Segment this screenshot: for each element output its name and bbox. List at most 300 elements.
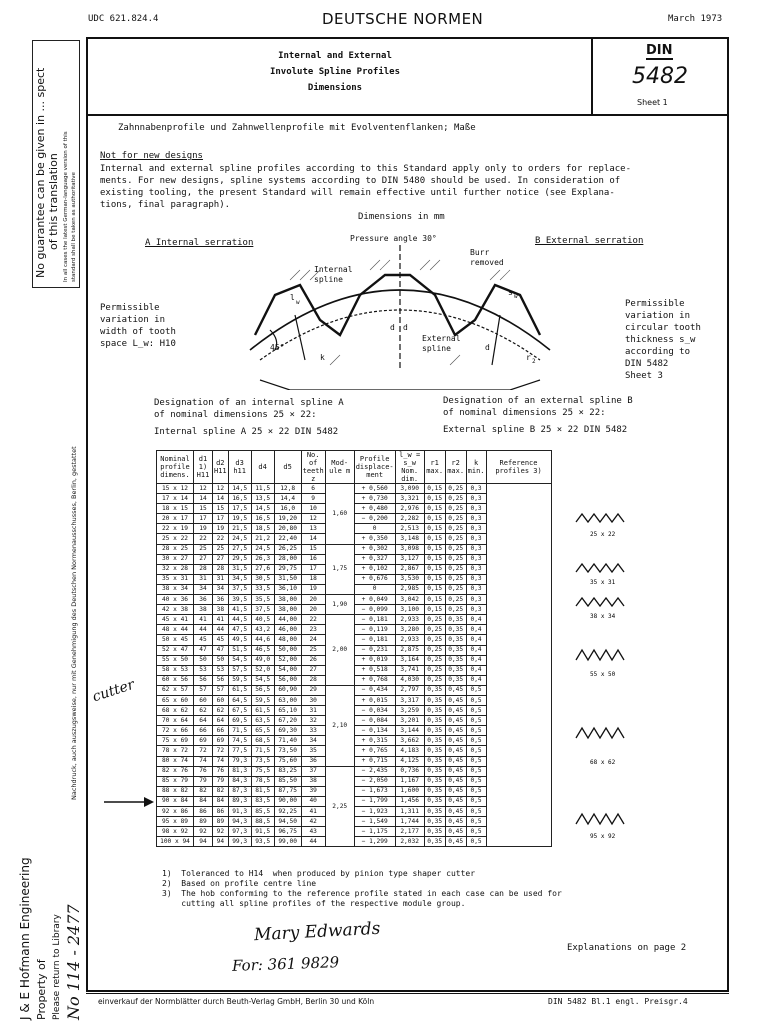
title-line-1: Internal and External — [278, 51, 392, 61]
table-cell: 0,25 — [424, 635, 445, 645]
table-cell: − 0,099 — [354, 605, 395, 615]
table-cell: 0,35 — [424, 685, 445, 695]
table-cell: 0,35 — [424, 695, 445, 705]
table-cell: 65 x 60 — [157, 695, 194, 705]
pressure-angle-label: Pressure angle 30° — [350, 234, 437, 243]
table-cell: 25 — [194, 544, 213, 554]
table-cell: 44,00 — [274, 615, 301, 625]
table-cell: 64,5 — [228, 695, 251, 705]
table-cell: 4,125 — [395, 756, 424, 766]
table-cell: 0,35 — [424, 807, 445, 817]
table-cell: 44 — [301, 837, 325, 847]
table-cell: 0,5 — [466, 756, 486, 766]
table-cell: 22 — [213, 534, 229, 544]
din-number: 5482 — [632, 64, 688, 89]
table-cell: 65,10 — [274, 706, 301, 716]
table-cell: 12 — [213, 484, 229, 494]
designation-a: Designation of an internal spline A of nominal dimensions 25 × 22: — [154, 398, 344, 420]
table-cell: 0,5 — [466, 827, 486, 837]
table-cell: 15 x 12 — [157, 484, 194, 494]
table-cell: 24,5 — [228, 534, 251, 544]
table-cell: 91,3 — [228, 807, 251, 817]
table-cell: − 2,435 — [354, 766, 395, 776]
table-cell: + 0,560 — [354, 484, 395, 494]
table-cell: 0,45 — [445, 695, 466, 705]
table-cell: 39 — [301, 786, 325, 796]
svg-text:w: w — [296, 299, 300, 306]
table-cell: 29,5 — [228, 554, 251, 564]
table-cell: 45 x 41 — [157, 615, 194, 625]
svg-text:r: r — [526, 353, 531, 362]
table-cell: 30 — [301, 695, 325, 705]
table-cell: 63,00 — [274, 695, 301, 705]
table-cell: 56 — [213, 675, 229, 685]
table-cell: 28 — [301, 675, 325, 685]
table-cell: 17,5 — [228, 504, 251, 514]
table-cell: 0,5 — [466, 796, 486, 806]
table-cell: 81,3 — [228, 766, 251, 776]
spline-dimensions-table — [156, 450, 552, 847]
table-cell: 0,25 — [424, 645, 445, 655]
footer-reference: DIN 5482 Bl.1 engl. Preisgr.4 — [548, 997, 688, 1006]
table-cell: + 0,302 — [354, 544, 395, 554]
profile-label: 38 x 34 — [590, 613, 616, 620]
table-cell: 41 — [301, 807, 325, 817]
table-cell: 0 — [354, 524, 395, 534]
table-cell: 86 — [213, 807, 229, 817]
table-cell: − 0,134 — [354, 726, 395, 736]
table-cell: 0,25 — [445, 544, 466, 554]
table-cell: 62 x 57 — [157, 685, 194, 695]
table-cell: 18 — [301, 574, 325, 584]
table-cell: 46,00 — [274, 625, 301, 635]
table-cell: 3,148 — [395, 534, 424, 544]
table-cell: 0,3 — [466, 494, 486, 504]
profiles-cell — [486, 484, 551, 847]
table-cell: 0,45 — [445, 786, 466, 796]
table-cell: 36 — [213, 595, 229, 605]
table-cell: 15 — [301, 544, 325, 554]
table-cell: 10 — [301, 504, 325, 514]
table-cell: 27 — [301, 665, 325, 675]
table-cell: 0,45 — [445, 716, 466, 726]
table-cell: 0,3 — [466, 524, 486, 534]
table-cell: 0,25 — [445, 574, 466, 584]
reference-profile-2 — [576, 564, 624, 572]
table-cell: 16,5 — [228, 494, 251, 504]
table-cell: 22,40 — [274, 534, 301, 544]
table-cell: 14 — [213, 494, 229, 504]
table-cell: 0,25 — [445, 605, 466, 615]
table-cell: 27 — [213, 554, 229, 564]
library-number: No 114 - 2477 — [64, 904, 83, 1020]
handwritten-name: Mary Edwards — [253, 918, 381, 946]
table-cell: 40 — [301, 796, 325, 806]
table-cell: 79 — [213, 776, 229, 786]
profile-label: 68 x 62 — [590, 759, 616, 766]
table-cell: 56 — [194, 675, 213, 685]
dimension-line-r — [492, 315, 500, 365]
table-cell: 52,00 — [274, 655, 301, 665]
col-nominal: Nominal profile dimens. — [157, 451, 194, 484]
table-cell: 0,35 — [424, 837, 445, 847]
table-cell: − 0,434 — [354, 685, 395, 695]
table-cell: 12,8 — [274, 484, 301, 494]
svg-text:d: d — [403, 323, 408, 332]
table-cell: 0,736 — [395, 766, 424, 776]
table-cell: 3,280 — [395, 625, 424, 635]
table-cell: 57 — [194, 685, 213, 695]
table-cell: 18 x 15 — [157, 504, 194, 514]
table-cell: 0,5 — [466, 716, 486, 726]
table-cell: 37,5 — [251, 605, 274, 615]
table-cell: 0,3 — [466, 605, 486, 615]
table-cell: 20 — [301, 605, 325, 615]
table-cell: 33 — [301, 726, 325, 736]
table-cell: 0,25 — [424, 655, 445, 665]
title-line-3: Dimensions — [307, 83, 363, 93]
reference-profile-1 — [576, 514, 624, 522]
table-cell: 26 — [301, 655, 325, 665]
table-cell: 60 — [213, 695, 229, 705]
table-cell: 14,4 — [274, 494, 301, 504]
table-cell: 23 — [301, 625, 325, 635]
table-cell: 25 — [213, 544, 229, 554]
table-cell: 88,5 — [251, 817, 274, 827]
table-cell: 31,5 — [228, 564, 251, 574]
table-cell: 35,5 — [251, 595, 274, 605]
col-teeth: No. of teeth z — [302, 451, 324, 483]
reference-profile-5 — [576, 728, 624, 738]
table-cell: 3,321 — [395, 494, 424, 504]
table-cell: 78,5 — [251, 776, 274, 786]
svg-text:2: 2 — [532, 358, 536, 365]
table-cell: 85 x 79 — [157, 776, 194, 786]
table-cell: 38 — [213, 605, 229, 615]
table-cell: 66 — [194, 726, 213, 736]
table-cell: 0,35 — [424, 817, 445, 827]
table-cell: 17 — [194, 514, 213, 524]
svg-text:45°: 45° — [270, 343, 285, 352]
table-cell: 14 — [194, 494, 213, 504]
table-cell: 75,60 — [274, 756, 301, 766]
table-cell: 0,4 — [466, 675, 486, 685]
table-cell: 3,530 — [395, 574, 424, 584]
table-cell: 0,35 — [445, 635, 466, 645]
permissible-variation-right: Permissible variation in circular tooth thickness s_w according to DIN 5482 Sheet 3 — [625, 299, 701, 381]
table-cell: 0,45 — [445, 827, 466, 837]
explanations-note: Explanations on page 2 — [567, 943, 687, 953]
table-cell: 0,15 — [424, 494, 445, 504]
table-cell: 55 x 50 — [157, 655, 194, 665]
german-title: Zahnnabenprofile und Zahnwellenprofile mit Evolventenflanken; Maße — [118, 123, 476, 133]
disclaimer-small-2: standard shall be taken as authoritative — [71, 172, 77, 282]
table-cell: 90 x 84 — [157, 796, 194, 806]
table-cell: 41 — [213, 615, 229, 625]
reference-profile-3 — [576, 598, 624, 606]
table-cell: 22 — [194, 534, 213, 544]
table-cell: 72 — [213, 746, 229, 756]
table-cell: 0,45 — [445, 726, 466, 736]
reference-profile-6 — [576, 814, 624, 824]
table-cell: 86 — [194, 807, 213, 817]
table-cell: + 0,765 — [354, 746, 395, 756]
col-d2: d2 H11 — [213, 451, 229, 484]
table-cell: 71,5 — [251, 746, 274, 756]
table-cell: 94 — [213, 837, 229, 847]
table-cell: 94 — [194, 837, 213, 847]
table-cell: 0,15 — [424, 524, 445, 534]
table-cell: 2,933 — [395, 635, 424, 645]
table-cell: 90,00 — [274, 796, 301, 806]
table-cell: 26,3 — [251, 554, 274, 564]
table-cell: 12 — [301, 514, 325, 524]
table-cell: 0,25 — [445, 514, 466, 524]
table-cell: 3,090 — [395, 484, 424, 494]
table-cell: 0,45 — [445, 766, 466, 776]
table-cell: 0,25 — [445, 524, 466, 534]
table-cell: 26,25 — [274, 544, 301, 554]
table-cell: 42 — [301, 817, 325, 827]
svg-text:w: w — [514, 293, 518, 300]
permissible-variation-left: Permissible variation in width of tooth space L_w: H10 — [100, 303, 176, 349]
table-cell: 28 — [194, 564, 213, 574]
table-cell: 54,5 — [251, 675, 274, 685]
table-cell: 0,3 — [466, 595, 486, 605]
table-cell: 61,5 — [228, 685, 251, 695]
table-cell: 95 x 89 — [157, 817, 194, 827]
table-body — [157, 484, 552, 847]
table-cell: 39,5 — [228, 595, 251, 605]
table-cell: − 1,549 — [354, 817, 395, 827]
profile-label: 55 x 50 — [590, 671, 616, 678]
table-cell: 2,797 — [395, 685, 424, 695]
table-cell: 40,5 — [251, 615, 274, 625]
table-cell: 0,35 — [445, 645, 466, 655]
table-cell: 35 x 31 — [157, 574, 194, 584]
col-r1: r1 max. — [424, 451, 445, 484]
table-cell: 3,127 — [395, 554, 424, 564]
property-owner: J & E Hofmann Engineering — [18, 857, 32, 1020]
table-cell: 49,0 — [251, 655, 274, 665]
table-cell: 69 — [213, 736, 229, 746]
col-k: k min. — [466, 451, 486, 484]
table-cell: 62 — [213, 706, 229, 716]
col-d5: d5 — [274, 451, 301, 484]
table-cell: 69 — [194, 736, 213, 746]
table-cell: 20 — [301, 595, 325, 605]
table-cell: 0,5 — [466, 817, 486, 827]
table-cell: 44 — [194, 625, 213, 635]
table-cell: 87,3 — [228, 786, 251, 796]
module-cell: 1,75 — [325, 544, 354, 594]
table-cell: 0,5 — [466, 706, 486, 716]
table-cell: 82 — [213, 786, 229, 796]
table-cell: 3,098 — [395, 544, 424, 554]
table-cell: + 0,480 — [354, 504, 395, 514]
table-cell: 0,3 — [466, 514, 486, 524]
table-cell: 34 — [301, 736, 325, 746]
table-cell: 1,600 — [395, 786, 424, 796]
table-cell: 0,5 — [466, 807, 486, 817]
internal-spline-label: Internal spline — [314, 265, 353, 284]
table-cell: 31,50 — [274, 574, 301, 584]
table-cell: 22 — [301, 615, 325, 625]
table-cell: 31 — [194, 574, 213, 584]
table-cell: 0,5 — [466, 736, 486, 746]
table-cell: 64 — [194, 716, 213, 726]
table-cell: + 0,676 — [354, 574, 395, 584]
table-cell: 50 — [194, 655, 213, 665]
table-cell: 0,4 — [466, 635, 486, 645]
module-cell: 1,60 — [325, 484, 354, 545]
table-cell: 36,10 — [274, 584, 301, 594]
table-cell: 1,456 — [395, 796, 424, 806]
table-cell: 2,513 — [395, 524, 424, 534]
sheet-number: Sheet 1 — [637, 98, 668, 107]
table-cell: 27,5 — [228, 544, 251, 554]
table-cell: 40 x 36 — [157, 595, 194, 605]
table-cell: 89 — [213, 817, 229, 827]
table-cell: − 1,673 — [354, 786, 395, 796]
table-cell: 47 — [194, 645, 213, 655]
table-cell: 0,45 — [445, 756, 466, 766]
table-cell: 97,3 — [228, 827, 251, 837]
table-cell: 38 x 34 — [157, 584, 194, 594]
table-cell: 63,5 — [251, 716, 274, 726]
table-cell: 14 — [301, 534, 325, 544]
table-cell: 73,50 — [274, 746, 301, 756]
col-displacement: Profile displace-ment — [354, 451, 395, 484]
table-cell: + 0,327 — [354, 554, 395, 564]
table-cell: 60 x 56 — [157, 675, 194, 685]
table-cell: 94,3 — [228, 817, 251, 827]
table-cell: 14,5 — [228, 484, 251, 494]
publisher-title: DEUTSCHE NORMEN — [322, 10, 484, 28]
table-cell: 53 — [213, 665, 229, 675]
table-cell: 50,00 — [274, 645, 301, 655]
table-cell: 72 x 66 — [157, 726, 194, 736]
table-cell: 65,5 — [251, 726, 274, 736]
table-row — [157, 484, 552, 494]
table-cell: 92 — [194, 827, 213, 837]
shaft-outline — [260, 380, 540, 390]
table-cell: + 0,730 — [354, 494, 395, 504]
table-cell: 17 — [301, 564, 325, 574]
table-cell: + 0,768 — [354, 675, 395, 685]
table-cell: 60 — [194, 695, 213, 705]
table-cell: + 0,102 — [354, 564, 395, 574]
table-cell: 58 x 53 — [157, 665, 194, 675]
table-cell: 0,25 — [445, 484, 466, 494]
table-cell: 0,3 — [466, 534, 486, 544]
table-cell: 0,35 — [424, 766, 445, 776]
table-cell: 85,50 — [274, 776, 301, 786]
table-cell: 0,35 — [445, 675, 466, 685]
table-cell: 0,35 — [424, 736, 445, 746]
table-cell: 75,5 — [251, 766, 274, 776]
table-cell: 57,5 — [228, 665, 251, 675]
table-cell: 24 — [301, 635, 325, 645]
table-cell: 50 x 45 — [157, 635, 194, 645]
table-cell: 31 — [301, 706, 325, 716]
table-cell: 45 — [194, 635, 213, 645]
table-cell: 19,20 — [274, 514, 301, 524]
table-cell: 54,00 — [274, 665, 301, 675]
table-cell: 72 — [194, 746, 213, 756]
table-cell: 0,5 — [466, 786, 486, 796]
table-cell: 0,5 — [466, 685, 486, 695]
table-cell: 0,5 — [466, 776, 486, 786]
table-cell: 76 — [194, 766, 213, 776]
table-cell: 2,976 — [395, 504, 424, 514]
table-cell: − 0,200 — [354, 514, 395, 524]
table-cell: 21,2 — [251, 534, 274, 544]
table-cell: 3,741 — [395, 665, 424, 675]
table-cell: 0,35 — [424, 786, 445, 796]
table-cell: 93,5 — [251, 837, 274, 847]
table-cell: − 2,050 — [354, 776, 395, 786]
reference-profiles — [568, 500, 632, 860]
table-cell: 0,25 — [445, 595, 466, 605]
table-cell: 0,35 — [424, 756, 445, 766]
table-cell: 0,35 — [424, 827, 445, 837]
table-cell: 56,00 — [274, 675, 301, 685]
table-cell: 13 — [301, 524, 325, 534]
example-internal-spline: Internal spline A 25 × 22 DIN 5482 — [154, 427, 339, 437]
table-cell: 76 — [213, 766, 229, 776]
table-cell: 0,3 — [466, 574, 486, 584]
table-cell: 48 x 44 — [157, 625, 194, 635]
table-cell: 0,45 — [445, 736, 466, 746]
table-cell: 67,20 — [274, 716, 301, 726]
table-cell: 20 x 17 — [157, 514, 194, 524]
table-cell: 59,5 — [251, 695, 274, 705]
table-cell: 47 — [213, 645, 229, 655]
table-cell: 12 — [194, 484, 213, 494]
table-cell: 34 — [194, 584, 213, 594]
table-cell: 21,5 — [228, 524, 251, 534]
table-cell: 0,45 — [445, 837, 466, 847]
footer-publisher: einverkauf der Normblätter durch Beuth-Verlag GmbH, Berlin 30 und Köln — [98, 997, 375, 1006]
col-profiles: Reference profiles 3) — [486, 451, 551, 484]
table-cell: 28 x 25 — [157, 544, 194, 554]
table-cell: 70 x 64 — [157, 716, 194, 726]
table-cell: 3,100 — [395, 605, 424, 615]
table-cell: 0,15 — [424, 544, 445, 554]
property-label: Property of — [35, 959, 48, 1020]
table-cell: 60,90 — [274, 685, 301, 695]
table-cell: 28 — [213, 564, 229, 574]
profile-label: 35 x 31 — [590, 579, 616, 586]
table-cell: 0,35 — [424, 726, 445, 736]
document-title — [200, 48, 470, 96]
table-cell: 2,875 — [395, 645, 424, 655]
table-cell: 84 — [194, 796, 213, 806]
reference-profile-4 — [576, 650, 624, 660]
table-cell: 74,5 — [228, 736, 251, 746]
table-cell: 0,15 — [424, 534, 445, 544]
table-cell: 0,5 — [466, 746, 486, 756]
table-cell: 53 — [194, 665, 213, 675]
table-cell: 92,25 — [274, 807, 301, 817]
table-cell: 2,985 — [395, 584, 424, 594]
table-cell: 38 — [301, 776, 325, 786]
table-cell: 89,3 — [228, 796, 251, 806]
table-cell: 52 x 47 — [157, 645, 194, 655]
table-cell: 19 — [301, 584, 325, 594]
footnotes: 1) Toleranced to H14 when produced by pinion type shaper cutter 2) Based on profile centre line 3) The hob conforming to the reference profile stated in each case can be used for cutting all spline profiles of the respective module group. — [162, 869, 562, 908]
